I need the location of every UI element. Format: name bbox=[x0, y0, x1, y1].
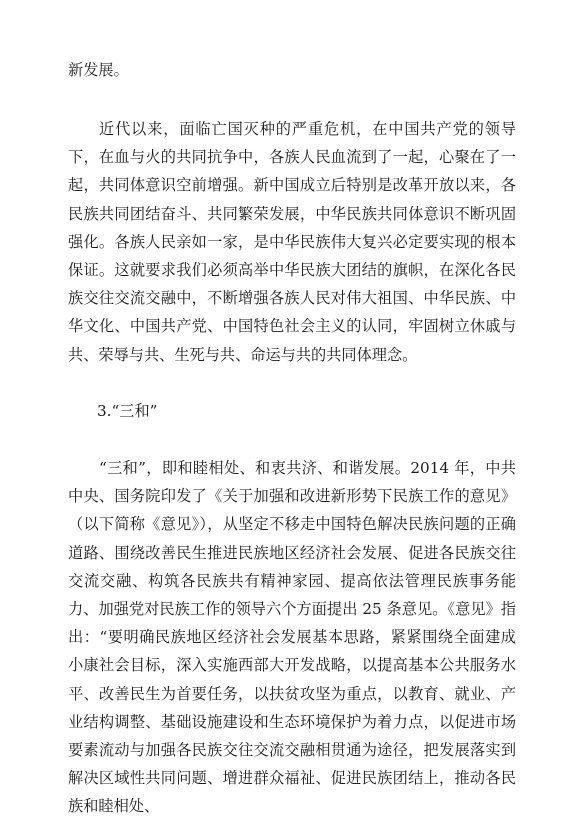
paragraph-continuation: 新发展。 bbox=[68, 61, 129, 79]
paragraph-modern-history: 近代以来，面临亡国灭种的严重危机，在中国共产党的领导下，在血与火的共同抗争中，各族人民血流到了一起，心聚在了一起，共同体意识空前增强。新中国成立后特别是改革开放以来，各民族共同团结奋斗、共同繁荣发展，中华民族共同体意识不断巩固强化。各族人民亲如一家，是中华民族伟大复兴必定要实现的根本保证。这就要求我们必须高举中华民族大团结的旗帜，在深化各民族交往交流交融中，不断增强各族人民对伟大祖国、中华民族、中华文化、中国共产党、中国特色社会主义的认同，牢固树立休戚与共、荣辱与共、生死与共、命运与共的共同体理念。 bbox=[68, 120, 516, 364]
section-heading-san-he: 3.“三和” bbox=[97, 402, 158, 420]
paragraph-san-he: “三和”，即和睦相处、和衷共济、和谐发展。2014 年，中共中央、国务院印发了《关于加强和改进新形势下民族工作的意见》（以下简称《意见》），从坚定不移走中国特色解决民族问题的正确道路、围绕改善民生推进民族地区经济社会发展、促进各民族交往交流交融、构筑各民族共有精神家园、提高依法管理民族事务能力、加强党对民族工作的领导六个方面提出 25 条意见。《意见》指出：“要明确民族地区经济社会发展基本思路，紧紧围绕全面建成小康社会目标，深入实施西部大开发战略，以提高基本公共服务水平、改善民生为首要任务，以扶贫攻坚为重点，以教育、就业、产业结构调整、基础设施建设和生态环境保护为着力点，以促进市场要素流动与加强各民族交往交流交融相贯通为途径，把发展落实到解决区域性共同问题、增进群众福祉、促进民族团结上，推动各民族和睦相处、 bbox=[68, 459, 516, 816]
